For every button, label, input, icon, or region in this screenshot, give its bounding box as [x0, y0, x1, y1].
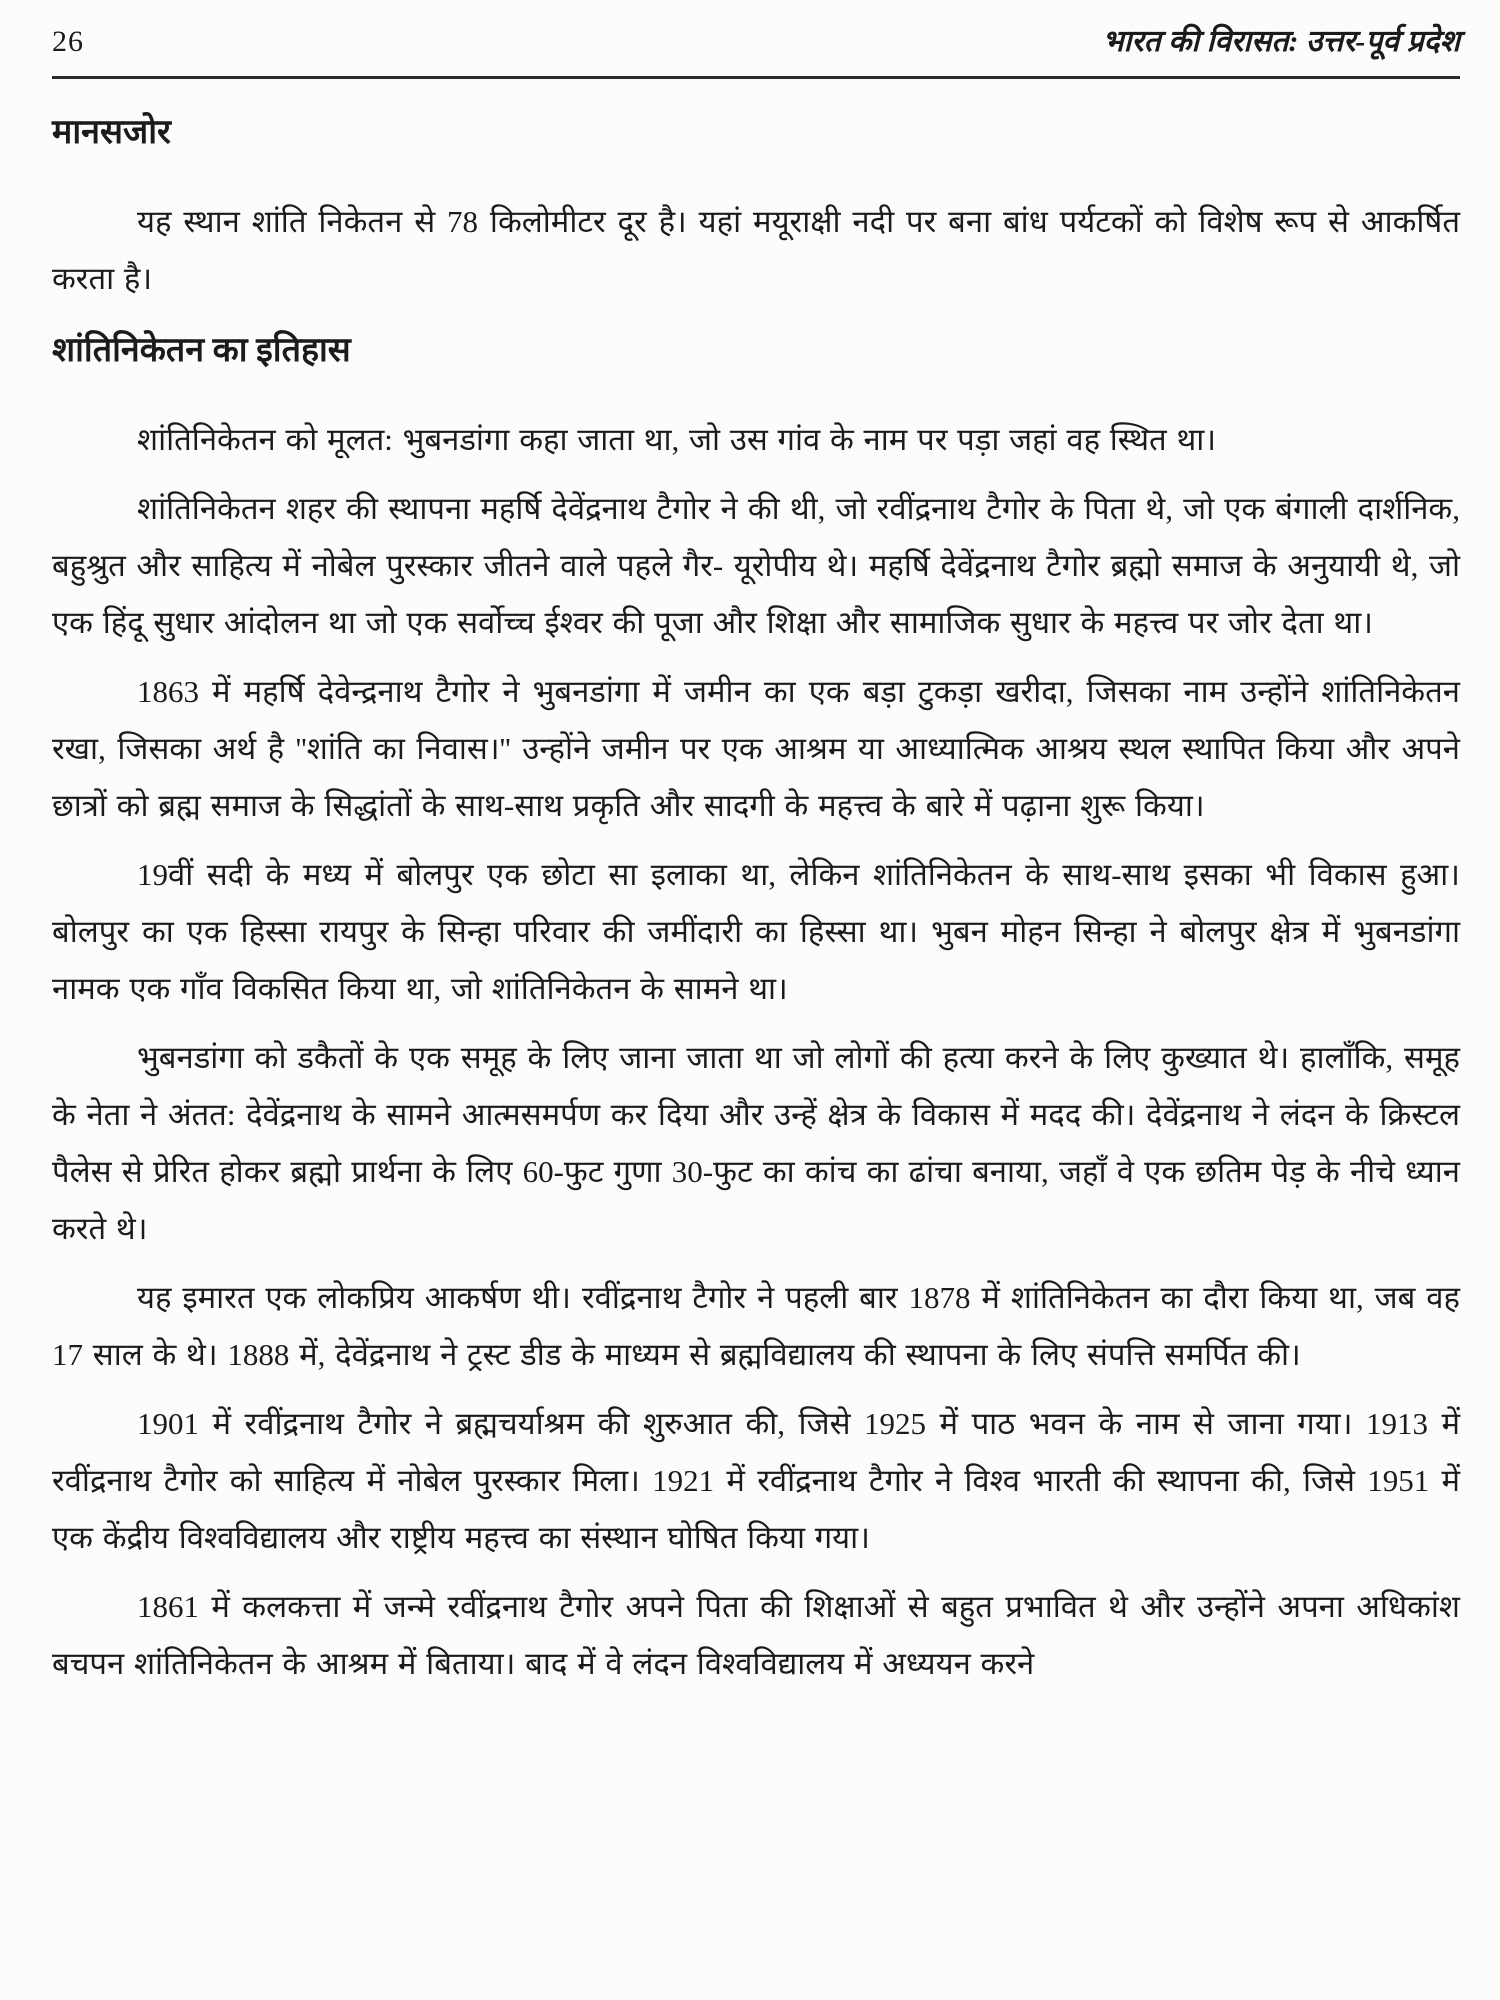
section-heading: शांतिनिकेतन का इतिहास [52, 332, 351, 369]
paragraph: यह इमारत एक लोकप्रिय आकर्षण थी। रवींद्रनाथ टैगोर ने पहली बार 1878 में शांतिनिकेतन का दौरा किया था, जब वह 17 साल के थे। 1888 में, देवेंद्रनाथ ने ट्रस्ट डीड के माध्यम से ब्रह्मविद्यालय की स्थापना के लिए संपत्ति समर्पित की। [52, 1280, 1460, 1372]
page-number: 26 [52, 25, 84, 58]
paragraph: यह स्थान शांति निकेतन से 78 किलोमीटर दूर है। यहां मयूराक्षी नदी पर बना बांध पर्यटकों को विशेष रूप से आकर्षित करता है। [52, 204, 1460, 296]
header-rule [52, 76, 1460, 79]
section-heading: मानसजोर [52, 114, 171, 151]
paragraph: शांतिनिकेतन शहर की स्थापना महर्षि देवेंद्रनाथ टैगोर ने की थी, जो रवींद्रनाथ टैगोर के पिता थे, जो एक बंगाली दार्शनिक, बहुश्रुत और साहित्य में नोबेल पुरस्कार जीतने वाले पहले गैर- यूरोपीय थे। महर्षि देवेंद्रनाथ टैगोर ब्रह्मो समाज के अनुयायी थे, जो एक हिंदू सुधार आंदोलन था जो एक सर्वोच्च ईश्वर की पूजा और शिक्षा और सामाजिक सुधार के महत्त्व पर जोर देता था। [52, 491, 1460, 640]
paragraph: 1863 में महर्षि देवेन्द्रनाथ टैगोर ने भुबनडांगा में जमीन का एक बड़ा टुकड़ा खरीदा, जिसका नाम उन्होंने शांतिनिकेतन रखा, जिसका अर्थ है ''शांति का निवास।'' उन्होंने जमीन पर एक आश्रम या आध्यात्मिक आश्रय स्थल स्थापित किया और अपने छात्रों को ब्रह्म समाज के सिद्धांतों के साथ-साथ प्रकृति और सादगी के महत्त्व के बारे में पढ़ाना शुरू किया। [52, 674, 1460, 823]
book-title: भारत की विरासत: उत्तर-पूर्व प्रदेश [1102, 25, 1460, 58]
paragraph: भुबनडांगा को डकैतों के एक समूह के लिए जाना जाता था जो लोगों की हत्या करने के लिए कुख्यात थे। हालाँकि, समूह के नेता ने अंतत: देवेंद्रनाथ के सामने आत्मसमर्पण कर दिया और उन्हें क्षेत्र के विकास में मदद की। देवेंद्रनाथ ने लंदन के क्रिस्टल पैलेस से प्रेरित होकर ब्रह्मो प्रार्थना के लिए 60-फुट गुणा 30-फुट का कांच का ढांचा बनाया, जहाँ वे एक छतिम पेड़ के नीचे ध्यान करते थे। [52, 1040, 1460, 1246]
page-header [52, 22, 1460, 62]
page-content [52, 109, 1460, 1692]
paragraph: 19वीं सदी के मध्य में बोलपुर एक छोटा सा इलाका था, लेकिन शांतिनिकेतन के साथ-साथ इसका भी विकास हुआ। बोलपुर का एक हिस्सा रायपुर के सिन्हा परिवार की जमींदारी का हिस्सा था। भुबन मोहन सिन्हा ने बोलपुर क्षेत्र में भुबनडांगा नामक एक गाँव विकसित किया था, जो शांतिनिकेतन के सामने था। [52, 857, 1460, 1006]
paragraph: 1861 में कलकत्ता में जन्मे रवींद्रनाथ टैगोर अपने पिता की शिक्षाओं से बहुत प्रभावित थे और उन्होंने अपना अधिकांश बचपन शांतिनिकेतन के आश्रम में बिताया। बाद में वे लंदन विश्वविद्यालय में अध्ययन करने [52, 1589, 1460, 1681]
paragraph: 1901 में रवींद्रनाथ टैगोर ने ब्रह्मचर्याश्रम की शुरुआत की, जिसे 1925 में पाठ भवन के नाम से जाना गया। 1913 में रवींद्रनाथ टैगोर को साहित्य में नोबेल पुरस्कार मिला। 1921 में रवींद्रनाथ टैगोर ने विश्व भारती की स्थापना की, जिसे 1951 में एक केंद्रीय विश्वविद्यालय और राष्ट्रीय महत्त्व का संस्थान घोषित किया गया। [52, 1406, 1460, 1555]
paragraph: शांतिनिकेतन को मूलत: भुबनडांगा कहा जाता था, जो उस गांव के नाम पर पड़ा जहां वह स्थित था। [137, 422, 1217, 457]
